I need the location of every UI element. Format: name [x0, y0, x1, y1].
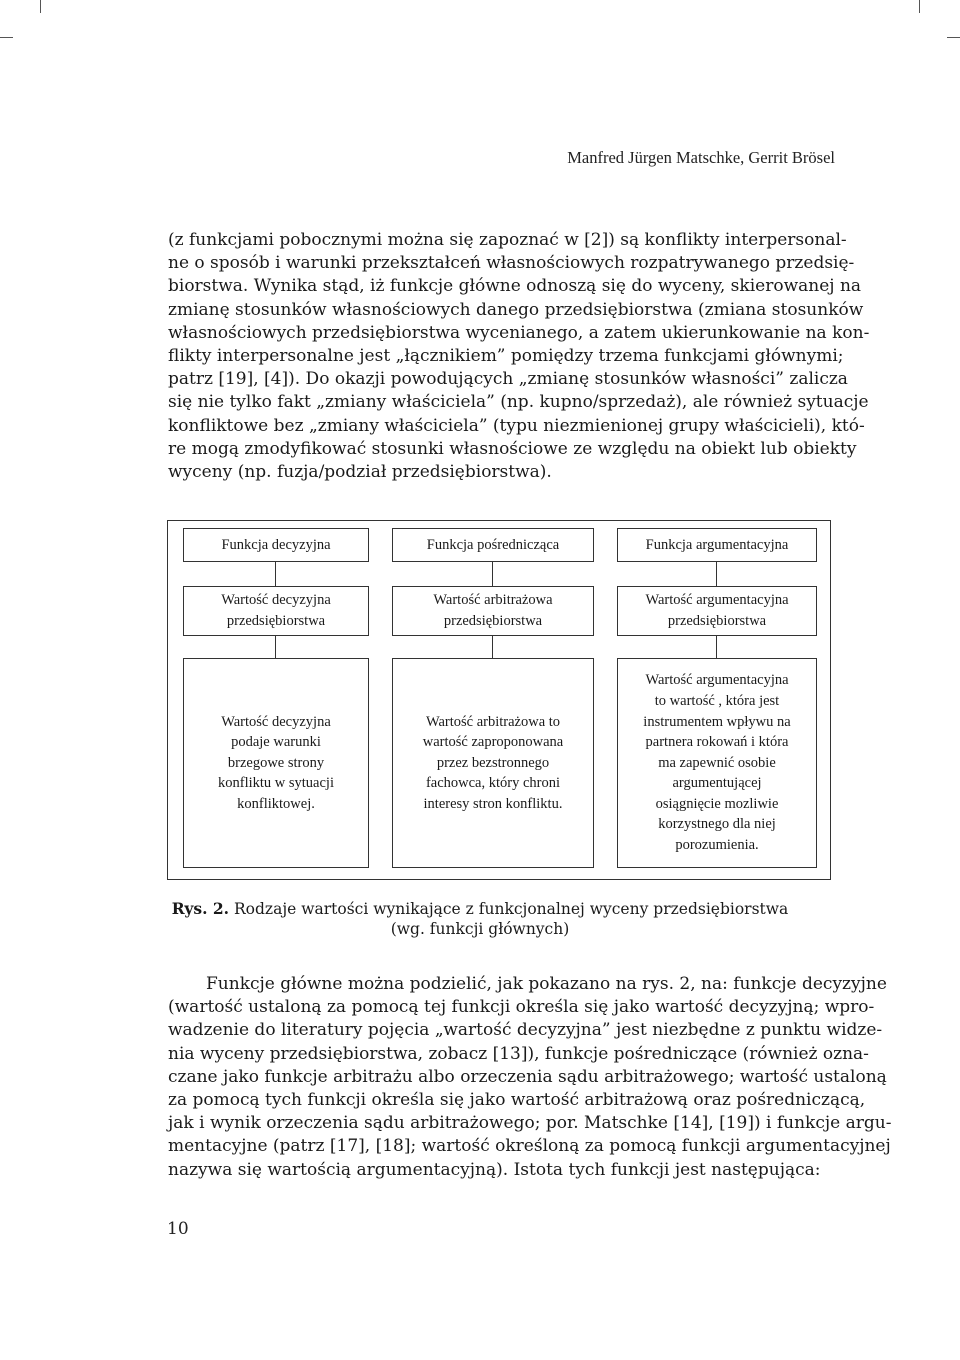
description-line: instrumentem wpływu na [643, 713, 791, 730]
description-line: fachowca, który chroni [425, 775, 561, 792]
paragraph-line: zmianę stosunków własnościowych danego przedsiębiorstwa (zmiana stosunków [168, 299, 864, 320]
description-line: Wartość argumentacyjna [645, 672, 789, 689]
description-line: podaje warunki [231, 734, 321, 751]
function-box-decision [183, 528, 369, 562]
description-line: partnera rokowań i która [645, 734, 789, 751]
figure-label: Rys. 2. [171, 899, 230, 918]
description-line: ma zapewnić osobie [658, 754, 776, 771]
running-header-authors: Manfred Jürgen Matschke, Gerrit Brösel [567, 148, 835, 167]
crop-mark-top-left-vertical [40, 0, 41, 13]
paragraph-line: patrz [19], [4]). Do okazji powodujących „zmianę stosunków własności” zalicza [168, 369, 848, 390]
description-box-argumentation [617, 658, 817, 868]
paragraph-line: ne o sposób i warunki przekształceń własnościowych rozpatrywanego przedsię- [168, 253, 855, 274]
paragraph-line: biorstwa. Wynika stąd, iż funkcje główne odnoszą się do wyceny, skierowanej na [168, 276, 862, 297]
paragraph-line: re mogą zmodyfikować stosunki własnościowe ze względu na obiekt lub obiekty [168, 438, 857, 459]
description-line: korzystnego dla niej [658, 816, 776, 833]
description-line: Wartość arbitrażowa to [425, 713, 561, 730]
figure-caption [0, 899, 960, 918]
value-line: przedsiębiorstwa [667, 613, 767, 629]
paragraph-line: nia wyceny przedsiębiorstwa, zobacz [13]), funkcje pośredniczące (również ozna- [168, 1043, 869, 1064]
crop-mark-top-left [0, 37, 13, 38]
paragraph-line: własnościowych przedsiębiorstwa wycenianego, a zatem ukierunkowanie na kon- [168, 322, 870, 343]
body-paragraph-2 [168, 973, 892, 1182]
page-number: 10 [167, 1219, 189, 1239]
figure-caption-text: Rodzaje wartości wynikające z funkcjonalnej wyceny przedsiębiorstwa [229, 900, 789, 918]
paragraph-line: nazywa się wartością argumentacyjną). Istota tych funkcji jest następująca: [168, 1159, 821, 1180]
body-paragraph-1 [168, 229, 870, 484]
description-line: przez bezstronnego [436, 754, 550, 771]
description-line: to wartość , która jest [654, 692, 780, 709]
function-box-argumentation [617, 528, 817, 562]
paragraph-line: (wartość ustaloną za pomocą tej funkcji określa się jako wartość decyzyjną; wpro- [168, 997, 875, 1018]
function-label: Funkcja pośrednicząca [426, 536, 560, 553]
value-line: Wartość decyzyjna [221, 592, 331, 609]
description-line: brzegowe strony [227, 754, 325, 771]
function-box-mediation [392, 528, 594, 562]
description-line: konfliktowej. [237, 795, 315, 812]
connector-line [275, 636, 276, 658]
description-line: osiągnięcie mozliwie [655, 795, 779, 812]
crop-mark-top-right-vertical [919, 0, 920, 13]
connector-line [275, 562, 276, 586]
value-line: Wartość arbitrażowa [433, 592, 553, 609]
paragraph-line: czane jako funkcje arbitrażu albo orzeczenia sądu arbitrażowego; wartość ustaloną [168, 1066, 887, 1087]
crop-mark-top-right [947, 37, 960, 38]
description-line: porozumienia. [675, 837, 759, 854]
value-box-decision [183, 586, 369, 636]
description-line: konfliktu w sytuacji [218, 775, 334, 792]
description-line: wartość zaproponowana [422, 734, 564, 751]
description-line: argumentującej [672, 775, 762, 792]
paragraph-line: konfliktowe bez „zmiany właściciela” (typu niezmienionej grupy właścicieli), któ- [168, 415, 865, 436]
description-line: interesy stron konfliktu. [423, 795, 563, 812]
paragraph-line: wyceny (np. fuzja/podział przedsiębiorstwa). [168, 462, 552, 483]
paragraph-line: za pomocą tych funkcji określa się jako wartość arbitrażową oraz pośredniczącą, [168, 1090, 866, 1111]
value-box-arbitration [392, 586, 594, 636]
function-label: Funkcja decyzyjna [221, 536, 331, 553]
description-box-decision [183, 658, 369, 868]
connector-line [492, 562, 493, 586]
paragraph-line: się nie tylko fakt „zmiany właściciela” (np. kupno/sprzedaż), ale również sytuacje [168, 392, 869, 413]
figure-caption-line-2: (wg. funkcji głównych) [390, 920, 570, 938]
function-label: Funkcja argumentacyjna [645, 536, 789, 553]
description-line: Wartość decyzyjna [221, 713, 331, 730]
paragraph-line: flikty interpersonalne jest „łącznikiem” pomiędzy trzema funkcjami głównymi; [168, 346, 844, 367]
paragraph-line: Funkcje główne można podzielić, jak pokazano na rys. 2, na: funkcje decyzyjne [206, 974, 887, 994]
value-line: przedsiębiorstwa [443, 613, 543, 629]
connector-line [716, 562, 717, 586]
connector-line [716, 636, 717, 658]
value-line: Wartość argumentacyjna [645, 592, 789, 609]
paragraph-line: jak i wynik orzeczenia sądu arbitrażowego; por. Matschke [14], [19]) i funkcje argu- [168, 1113, 892, 1134]
description-box-arbitration [392, 658, 594, 868]
paragraph-line: (z funkcjami pobocznymi można się zapoznać w [2]) są konflikty interpersonal- [168, 230, 847, 250]
connector-line [492, 636, 493, 658]
value-line: przedsiębiorstwa [226, 613, 326, 629]
paragraph-line: wadzenie do literatury pojęcia „wartość decyzyjna” jest niezbędne z punktu widze- [168, 1020, 883, 1041]
value-box-argumentation [617, 586, 817, 636]
paragraph-line: mentacyjne (patrz [17], [18]; wartość określoną za pomocą funkcji argumentacyjnej [168, 1136, 891, 1157]
